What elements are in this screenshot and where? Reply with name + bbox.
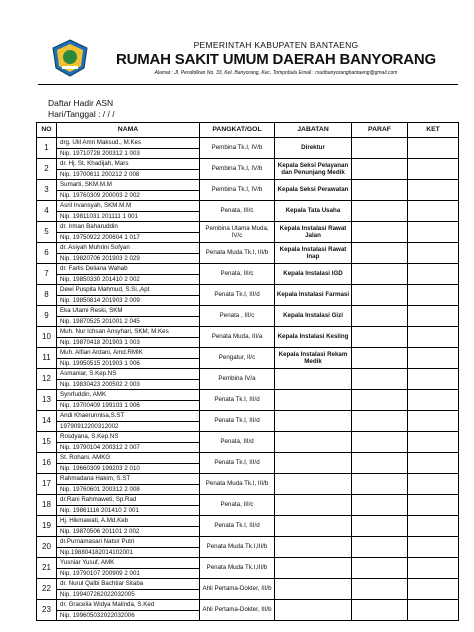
employee-cell: [57, 222, 200, 243]
notes-cell[interactable]: [408, 495, 459, 516]
row-number: 18: [37, 495, 57, 516]
table-row: [37, 411, 459, 432]
row-number: 3: [37, 180, 57, 201]
signature-cell[interactable]: [352, 285, 408, 306]
document-title: Daftar Hadir ASN: [48, 98, 114, 108]
position-cell: [275, 432, 352, 453]
position-cell: [275, 474, 352, 495]
notes-cell[interactable]: [408, 138, 459, 159]
row-number: 13: [37, 390, 57, 411]
employee-cell: [57, 159, 200, 180]
employee-name: Eka Utami Reski, SKM: [60, 307, 123, 314]
table-row: [37, 474, 459, 495]
employee-cell: [57, 411, 200, 432]
signature-cell[interactable]: [352, 222, 408, 243]
position-cell: Kepala Instalasi IGD: [275, 264, 352, 285]
rank-cell: Penata , III/c: [200, 306, 275, 327]
table-row: [37, 579, 459, 600]
col-signature: PARAF: [352, 123, 408, 138]
signature-cell[interactable]: [352, 495, 408, 516]
notes-cell[interactable]: [408, 411, 459, 432]
employee-cell: [57, 474, 200, 495]
employee-name: dr. Asiyah Muhrini Sofyan: [60, 244, 130, 251]
notes-cell[interactable]: [408, 201, 459, 222]
employee-nip: Nip. 19830423 200502 2 003: [57, 379, 199, 390]
employee-name: dr.Purnamasari Natsir Putri: [60, 538, 135, 545]
position-cell: Kepala Instalasi Rawat Inap: [275, 243, 352, 264]
employee-cell: [57, 138, 200, 159]
rank-cell: Penata, III/c: [200, 264, 275, 285]
employee-name: Synrfuddin, AMK: [60, 391, 107, 398]
position-cell: Kepala Seksi Perawatan: [275, 180, 352, 201]
row-number: 12: [37, 369, 57, 390]
date-line: Hari/Tanggal : / / /: [48, 109, 115, 119]
employee-nip: Nip. 19850814 201903 2 009: [57, 295, 199, 306]
position-cell: Kepala Instalasi Kesling: [275, 327, 352, 348]
position-cell: Kepala Instalasi Gizi: [275, 306, 352, 327]
position-cell: [275, 369, 352, 390]
notes-cell[interactable]: [408, 264, 459, 285]
government-name: PEMERINTAH KABUPATEN BANTAENG: [193, 40, 359, 50]
employee-name: Muh. Alfian Ardani, Amd.RMIK: [60, 349, 143, 356]
notes-cell[interactable]: [408, 558, 459, 579]
employee-cell: [57, 453, 200, 474]
row-number: 14: [37, 411, 57, 432]
employee-cell: [57, 327, 200, 348]
notes-cell[interactable]: [408, 243, 459, 264]
employee-nip: Nip. 19660309 199203 2 010: [57, 463, 199, 474]
signature-cell[interactable]: [352, 138, 408, 159]
employee-cell: [57, 390, 200, 411]
signature-cell[interactable]: [352, 369, 408, 390]
employee-nip: Nip. 19811031 201111 1 001: [57, 211, 199, 222]
row-number: 9: [37, 306, 57, 327]
rank-cell: Ahli Pertama-Dokter, III/b: [200, 579, 275, 600]
signature-cell[interactable]: [352, 243, 408, 264]
employee-cell: [57, 348, 200, 369]
signature-cell[interactable]: [352, 348, 408, 369]
row-number: 22: [37, 579, 57, 600]
row-number: 15: [37, 432, 57, 453]
employee-nip: Nip.198804182014102001: [57, 547, 199, 558]
table-row: [37, 537, 459, 558]
rank-cell: Penata Muda Tk.I, III/b: [200, 243, 275, 264]
row-number: 5: [37, 222, 57, 243]
hospital-name: RUMAH SAKIT UMUM DAERAH BANYORANG: [115, 51, 437, 68]
employee-cell: [57, 264, 200, 285]
notes-cell[interactable]: [408, 222, 459, 243]
row-number: 21: [37, 558, 57, 579]
position-cell: Kepala Instalasi Rawat Jalan: [275, 222, 352, 243]
row-number: 17: [37, 474, 57, 495]
employee-name: dr. Gracelia Widya Malinda, S.Ked: [60, 601, 155, 608]
signature-cell[interactable]: [352, 390, 408, 411]
employee-nip: Nip. 19850330 201410 2 002: [57, 274, 199, 285]
signature-cell[interactable]: [352, 411, 408, 432]
notes-cell[interactable]: [408, 369, 459, 390]
signature-cell[interactable]: [352, 600, 408, 621]
employee-name: Rosdyana, S.Kep.NS: [60, 433, 119, 440]
table-row: [37, 600, 459, 621]
rank-cell: Penata Muda Tk.I, III/b: [200, 474, 275, 495]
row-number: 20: [37, 537, 57, 558]
employee-nip: Nip. 19861116 201410 2 001: [57, 505, 199, 516]
signature-cell[interactable]: [352, 159, 408, 180]
row-number: 2: [37, 159, 57, 180]
table-row: [37, 390, 459, 411]
row-number: 7: [37, 264, 57, 285]
position-cell: Kepala Tata Usaha: [275, 201, 352, 222]
signature-cell[interactable]: [352, 558, 408, 579]
regency-emblem-icon: [50, 38, 90, 78]
rank-cell: Penata Muda, III/a: [200, 327, 275, 348]
position-cell: [275, 558, 352, 579]
notes-cell[interactable]: [408, 348, 459, 369]
employee-name: Asmaniar, S.Kep.NS: [60, 370, 117, 377]
table-row: [37, 516, 459, 537]
rank-cell: Pembina Tk.I, IV/b: [200, 159, 275, 180]
employee-name: Muh. Nur Ichsan Ansyhari, SKM, M.Kes: [60, 328, 169, 335]
employee-name: Sumarti, SKM.M.M: [60, 181, 112, 188]
table-row: [37, 138, 459, 159]
rank-cell: Pembina Tk.I, IV/b: [200, 180, 275, 201]
table-row: [37, 495, 459, 516]
employee-name: dr. Nurul Qalbi Bachtiar Sitaba: [60, 580, 144, 587]
notes-cell[interactable]: [408, 432, 459, 453]
signature-cell[interactable]: [352, 306, 408, 327]
employee-name: Rahmadana Hakim, S.ST: [60, 475, 131, 482]
row-number: 11: [37, 348, 57, 369]
position-cell: [275, 516, 352, 537]
table-row: [37, 453, 459, 474]
employee-cell: [57, 180, 200, 201]
notes-cell[interactable]: [408, 453, 459, 474]
row-number: 4: [37, 201, 57, 222]
employee-cell: [57, 243, 200, 264]
position-cell: [275, 411, 352, 432]
employee-name: Andi Khaerunnisa,S.ST: [60, 412, 125, 419]
employee-name: dr. Hj. St. Khadijah, Mars: [60, 160, 129, 167]
employee-nip: Nip. 19700409 199103 1 006: [57, 400, 199, 411]
rank-cell: Penata Tk.I, III/d: [200, 411, 275, 432]
notes-cell[interactable]: [408, 285, 459, 306]
table-row: [37, 285, 459, 306]
table-row: [37, 222, 459, 243]
signature-cell[interactable]: [352, 516, 408, 537]
employee-nip: Nip. 19750922 200604 1 017: [57, 232, 199, 243]
rank-cell: Pengatur, II/c: [200, 348, 275, 369]
position-cell: [275, 600, 352, 621]
employee-name: Hj. Hikmawati, A.Md.Keb: [60, 517, 129, 524]
rank-cell: Penata, III/c: [200, 201, 275, 222]
employee-nip: Nip. 19710728 200312 1 003: [57, 148, 199, 159]
signature-cell[interactable]: [352, 474, 408, 495]
attendance-table: [36, 122, 459, 621]
employee-cell: [57, 537, 200, 558]
table-row: [37, 306, 459, 327]
employee-cell: [57, 432, 200, 453]
letterhead: [96, 40, 456, 76]
position-cell: Kepala Instalasi Rekam Medik: [275, 348, 352, 369]
position-cell: [275, 453, 352, 474]
notes-cell[interactable]: [408, 537, 459, 558]
employee-nip: Nip. 199407262022032005: [57, 589, 199, 600]
employee-cell: [57, 369, 200, 390]
col-name: NAMA: [57, 123, 200, 138]
notes-cell[interactable]: [408, 180, 459, 201]
row-number: 16: [37, 453, 57, 474]
employee-cell: [57, 201, 200, 222]
row-number: 19: [37, 516, 57, 537]
signature-cell[interactable]: [352, 537, 408, 558]
table-row: [37, 264, 459, 285]
table-row: [37, 348, 459, 369]
rank-cell: Pembina Utama Muda, IV/c: [200, 222, 275, 243]
header-divider: [38, 84, 458, 85]
table-row: [37, 432, 459, 453]
signature-cell[interactable]: [352, 201, 408, 222]
table-row: [37, 558, 459, 579]
signature-cell[interactable]: [352, 264, 408, 285]
rank-cell: Penata Muda Tk.I,III/b: [200, 537, 275, 558]
employee-nip: Nip. 19700611 200212 2 008: [57, 169, 199, 180]
signature-cell[interactable]: [352, 180, 408, 201]
notes-cell[interactable]: [408, 327, 459, 348]
signature-cell[interactable]: [352, 327, 408, 348]
employee-nip: Nip. 19950515 201903 1 006: [57, 358, 199, 369]
employee-cell: [57, 306, 200, 327]
rank-cell: Penata Muda Tk.I,III/b: [200, 558, 275, 579]
employee-nip: Nip. 19790104 200312 2 007: [57, 442, 199, 453]
rank-cell: Penata Tk.I, III/d: [200, 285, 275, 306]
table-row: [37, 201, 459, 222]
employee-cell: [57, 516, 200, 537]
row-number: 8: [37, 285, 57, 306]
employee-name: drg. Ulil Amri Maksud., M.Kes: [60, 139, 142, 146]
position-cell: [275, 579, 352, 600]
signature-cell[interactable]: [352, 432, 408, 453]
employee-name: dr. Farlis Deliana Wahab: [60, 265, 128, 272]
table-row: [37, 180, 459, 201]
notes-cell[interactable]: [408, 600, 459, 621]
rank-cell: Penata, III/c: [200, 495, 275, 516]
rank-cell: Pembina Tk.I, IV/b: [200, 138, 275, 159]
employee-name: dr. Irman Baharuddin: [60, 223, 118, 230]
notes-cell[interactable]: [408, 516, 459, 537]
row-number: 6: [37, 243, 57, 264]
employee-cell: [57, 285, 200, 306]
employee-nip: Nip. 19760601 200312 2 008: [57, 484, 199, 495]
notes-cell[interactable]: [408, 390, 459, 411]
employee-nip: Nip. 19870506 201101 2 002: [57, 526, 199, 537]
employee-name: dr.Rani Rahmaweti, Sp.Rad: [60, 496, 137, 503]
employee-cell: [57, 495, 200, 516]
employee-nip: Nip. 19790107 200909 2 001: [57, 568, 199, 579]
col-position: JABATAN: [275, 123, 352, 138]
signature-cell[interactable]: [352, 579, 408, 600]
row-number: 1: [37, 138, 57, 159]
employee-nip: Nip. 19760309 200003 2 002: [57, 190, 199, 201]
signature-cell[interactable]: [352, 453, 408, 474]
notes-cell[interactable]: [408, 159, 459, 180]
employee-name: Yusniar Yusuf, AMK: [60, 559, 115, 566]
employee-name: Dewi Puspita Mahmud, S.Si.,Apt: [60, 286, 150, 293]
notes-cell[interactable]: [408, 306, 459, 327]
position-cell: [275, 390, 352, 411]
table-header-row: [37, 123, 459, 138]
employee-nip: Nip. 199605032022032006: [57, 610, 199, 621]
employee-nip: Nip. 19870525 201001 2 045: [57, 316, 199, 327]
row-number: 10: [37, 327, 57, 348]
col-notes: KET: [408, 123, 459, 138]
position-cell: Kepala Seksi Pelayanan dan Penunjang Medik: [275, 159, 352, 180]
table-row: [37, 243, 459, 264]
employee-nip: Nip. 19870418 201903 1 003: [57, 337, 199, 348]
table-row: [37, 159, 459, 180]
rank-cell: Penata, III/d: [200, 432, 275, 453]
employee-name: St. Rohani. AMKG: [60, 454, 111, 461]
employee-name: Asril Irvansyah, SKM.M.M: [60, 202, 132, 209]
table-row: [37, 369, 459, 390]
rank-cell: Penata Tk.I, III/d: [200, 390, 275, 411]
position-cell: [275, 495, 352, 516]
position-cell: Direktur: [275, 138, 352, 159]
rank-cell: Penata Tk.I, III/d: [200, 516, 275, 537]
employee-cell: [57, 558, 200, 579]
col-rank: PANGKAT/GOL: [200, 123, 275, 138]
position-cell: [275, 537, 352, 558]
rank-cell: Penata Tk.I, III/d: [200, 453, 275, 474]
hospital-address: Alamat : Jl. Pendidikan No. 33, Kel. Banyorang, Kec. Tompobulu Email : rsudbanyorangbantaeng@gmail.com: [154, 70, 398, 76]
notes-cell[interactable]: [408, 474, 459, 495]
table-row: [37, 327, 459, 348]
employee-nip: 19790912200312002: [57, 421, 199, 432]
employee-cell: [57, 579, 200, 600]
employee-nip: Nip. 19820706 201903 2 029: [57, 253, 199, 264]
rank-cell: Pembina IV/a: [200, 369, 275, 390]
col-no: NO: [37, 123, 57, 138]
employee-cell: [57, 600, 200, 621]
row-number: 23: [37, 600, 57, 621]
notes-cell[interactable]: [408, 579, 459, 600]
rank-cell: Ahli Pertama-Dokter, III/b: [200, 600, 275, 621]
position-cell: Kepala Instalasi Farmasi: [275, 285, 352, 306]
